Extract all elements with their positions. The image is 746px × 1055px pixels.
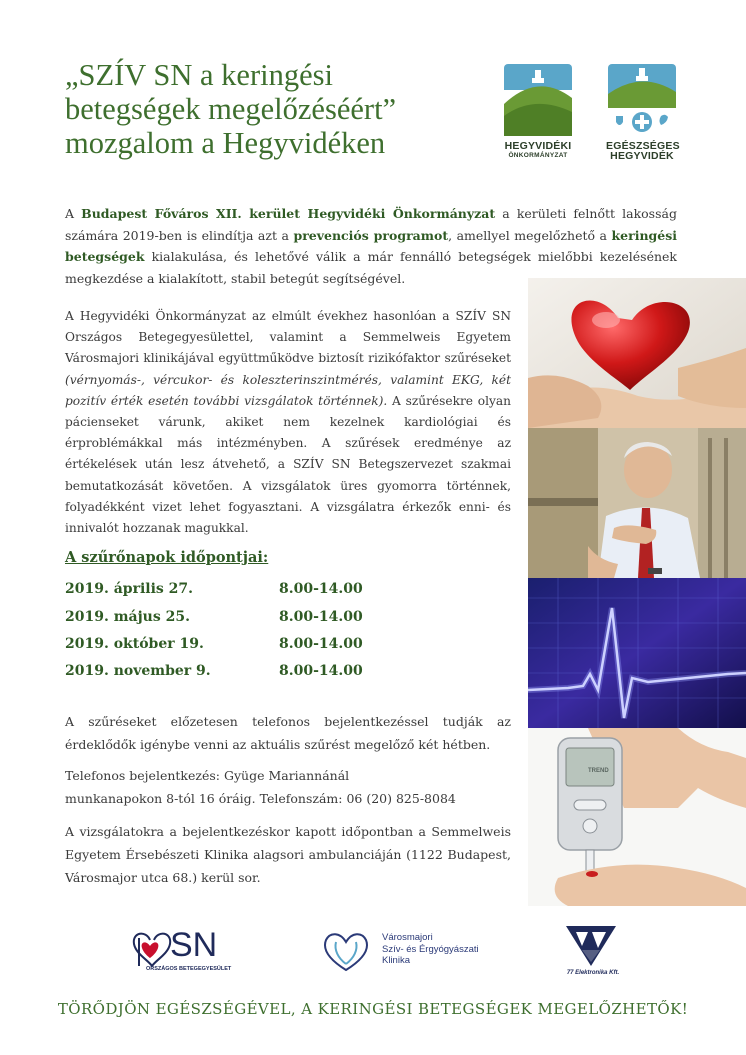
heart-outline-icon <box>130 928 172 968</box>
footer-slogan: TÖRŐDJÖN EGÉSZSÉGÉVEL, A KERINGÉSI BETEGSÉGEK MEGELŐZHETŐK! <box>57 1000 689 1018</box>
intro-paragraph <box>65 203 677 289</box>
registration-text: A szűréseket előzetesen telefonos bejelentkezéssel tudják az érdeklődők igénybe venni az aktuális szűrést megelőző két hétben. <box>65 714 511 752</box>
phone-line-2: munkanapokon 8-tól 16 óráig. Telefonszám: 06 (20) 825-8084 <box>65 791 456 806</box>
heart-hands-icon <box>320 928 372 974</box>
intro-bold-2: prevenciós programot <box>293 227 449 243</box>
ecg-icon <box>528 578 746 728</box>
varosmajori-line1: Városmajori <box>382 932 433 943</box>
intro-bold-3: keringési betegségek <box>65 227 678 265</box>
varosmajori-text <box>382 932 479 967</box>
title-line-1: „SZÍV SN a keringési <box>65 58 333 92</box>
title-line-3: mozgalom a Hegyvidéken <box>65 126 386 160</box>
phone-info <box>65 764 525 810</box>
egeszseges-hegyvidek-logo <box>606 64 678 161</box>
sziv-sn-sub: ORSZÁGOS BETEGEGYESÜLET <box>146 966 232 972</box>
egeszseges-line1: EGÉSZSÉGES <box>606 140 680 152</box>
heart-icon <box>528 278 746 428</box>
intro-text-1: A <box>65 206 82 221</box>
ecg-monitor-photo <box>528 578 746 728</box>
sziv-sn-mark: SN <box>170 926 218 964</box>
schedule-date: 2019. október 19. <box>65 636 204 652</box>
schedule-date: 2019. november 9. <box>65 663 211 679</box>
page-title <box>65 58 485 160</box>
elektronika-text: 77 Elektronika Kft. <box>566 970 620 976</box>
hegyvideki-onkormanyzat-logo <box>502 64 574 161</box>
trend-label: TREND <box>588 768 609 774</box>
chest-pain-man-photo <box>528 428 746 578</box>
schedule-time: 8.00-14.00 <box>279 636 363 652</box>
glucometer-icon <box>528 728 746 906</box>
77-elektronika-logo <box>556 924 626 980</box>
hegyvideki-line2: ÖNKORMÁNYZAT <box>508 152 568 159</box>
hill-icon <box>504 64 572 136</box>
hegyvideki-line1: HEGYVIDÉKI <box>504 140 572 152</box>
sziv-sn-logo <box>130 926 238 974</box>
body-italic: (vérnyomás-, vércukor- és koleszterinszintmérés, valamint EKG, két pozitív érték esetén további vizsgálatok történnek). <box>65 372 511 408</box>
intro-text-3: , amellyel megelőzhető a <box>448 227 612 243</box>
man-figure-icon <box>528 428 746 578</box>
schedule-date: 2019. április 27. <box>65 581 194 597</box>
health-hill-icon <box>608 64 676 136</box>
body-text-1: A Hegyvidéki Önkormányzat az elmúlt évekhez hasonlóan a SZÍV SN Országos Betegegyesülettel, valamint a Semmelweis Egyetem Városmajori klinikájával együttműködve biztosít rizikófaktor szűréseket <box>65 309 511 366</box>
intro-bold-1: Budapest Főváros XII. kerület Hegyvidéki Önkormányzat <box>81 206 496 221</box>
egeszseges-line2: HEGYVIDÉK <box>610 150 674 162</box>
varosmajori-line3: Klinika <box>382 955 410 966</box>
schedule-title: A szűrőnapok időpontjai: <box>65 549 269 566</box>
phone-line-1: Telefonos bejelentkezés: Gyüge Mariannánál <box>65 768 350 783</box>
title-line-2: betegségek megelőzéséért” <box>65 92 397 126</box>
heart-in-hands-photo <box>528 278 746 428</box>
body-paragraph <box>65 306 511 539</box>
schedule-time: 8.00-14.00 <box>279 609 363 625</box>
intro-text-4: kialakulása, és lehetővé válik a már fennálló betegségek mielőbbi kezelésének megkezdése a kialakított, stabil betegút segítségével. <box>65 249 677 286</box>
intro-text-2: a kerületi felnőtt lakosság számára 2019-ben is elindítja azt a <box>65 206 677 243</box>
varosmajori-line2: Szív- és Érgyógyászati <box>382 943 479 955</box>
schedule-date: 2019. május 25. <box>65 609 190 625</box>
schedule-time: 8.00-14.00 <box>279 581 363 597</box>
body-text-2: A szűrésekre olyan pácienseket várunk, akiket nem kezelnek kardiológiai és érproblémákkal más intézményben. A szűrések eredménye az értékelések után lesz átvehető, a SZÍV SN Betegszervezet szakmai bemutatkozását követően. A vizsgálatok üres gyomorra történnek, folyadékként vizet lehet fogyasztani. A vizsgálatra érkezők enni- és innivalót hozzanak magukkal. <box>65 393 511 536</box>
triangle-77-icon <box>564 924 618 968</box>
schedule-time: 8.00-14.00 <box>279 663 363 679</box>
varosmajori-klinika-logo <box>320 928 520 976</box>
glucometer-photo <box>528 728 746 906</box>
location-text: A vizsgálatokra a bejelentkezéskor kapott időpontban a Semmelweis Egyetem Érsebészeti Klinika alagsori ambulanciáján (1122 Budapest, Városmajor utca 68.) kerül sor. <box>65 824 511 885</box>
